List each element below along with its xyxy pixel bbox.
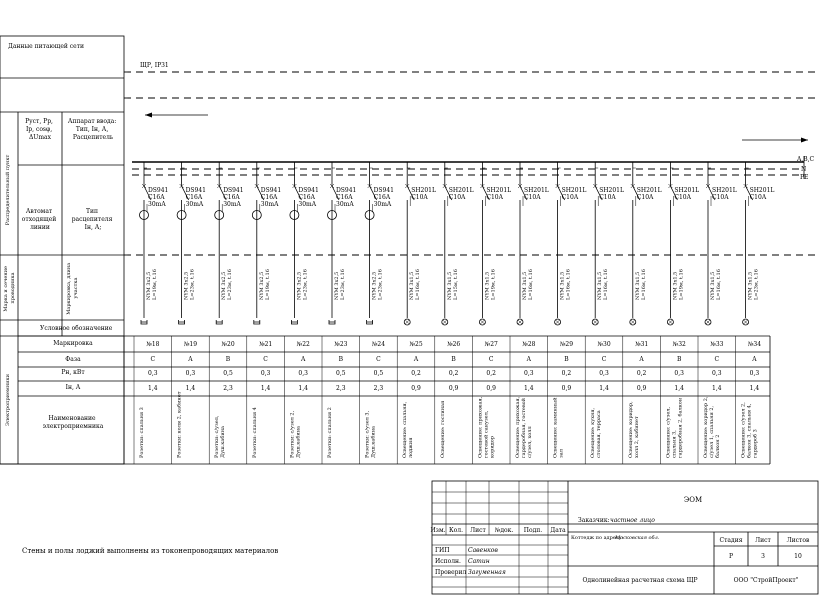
breaker-type: DS941 C16A 30mA — [148, 187, 169, 208]
consumer-name: Розетки: коля 2, кабинет — [176, 391, 183, 458]
circuit-mark: №20 — [221, 341, 235, 348]
cable-spec: NYM 3х2,5L=23м, t.16 — [334, 269, 346, 300]
circuit-mark: №28 — [522, 341, 536, 348]
circuit-mark: №22 — [296, 341, 310, 348]
circuit-mark: №33 — [710, 341, 724, 348]
consumer-name: Освещение: коридор,холл 2, кабинет — [627, 401, 640, 458]
circuit-power: 0,3 — [712, 370, 722, 377]
bus-abc-label: A,B,C — [797, 156, 815, 163]
circuit-current: 0,9 — [636, 385, 647, 392]
circuit-phase: C — [488, 356, 494, 363]
col-kol: Кол. — [449, 527, 463, 534]
title-block — [430, 481, 818, 594]
consumer-name: Освещение: кухня,столовая, терраса — [590, 407, 603, 458]
breaker-type: SH201L C10A — [411, 187, 436, 201]
role-proveril: Проверил — [435, 569, 467, 576]
circuit-power: 0,3 — [185, 370, 196, 377]
circuit-phase: B — [676, 356, 682, 363]
cable-spec: NYM 3х2,5L=19м, t.16 — [146, 269, 158, 300]
circuit-mark: №23 — [334, 341, 348, 348]
circuit-phase: C — [376, 356, 381, 363]
dist-point-label: Распределительный пункт — [5, 154, 11, 226]
panel-label: ЩР, IP31 — [140, 62, 169, 69]
circuit-22 — [289, 162, 318, 458]
bus-pe-label: PE — [800, 174, 809, 181]
circuit-current: 1,4 — [674, 385, 684, 392]
breaker-type: DS941 C16A 30mA — [298, 187, 319, 208]
circuit-18 — [139, 162, 168, 458]
circuit-phase: A — [639, 356, 644, 363]
breaker-type: DS941 C16A 30mA — [185, 187, 206, 208]
col-ndoc: №док. — [494, 527, 514, 534]
circuit-25 — [402, 162, 436, 458]
circuit-30 — [590, 162, 624, 458]
lamp-cross — [480, 320, 484, 324]
lamp-cross — [706, 320, 710, 324]
circuit-28 — [515, 162, 549, 458]
circuit-power: 0,3 — [260, 370, 271, 377]
circuit-phase: B — [338, 356, 344, 363]
name-ispoln: Сатин — [468, 558, 490, 565]
name-proveril: Загуменная — [468, 569, 506, 576]
col-podp: Подп. — [523, 527, 543, 534]
role-gip: ГИП — [435, 547, 450, 554]
circuit-phase: A — [413, 356, 419, 363]
lamp-cross — [443, 320, 447, 324]
name-gip: Савенков — [468, 547, 498, 554]
circuit-phase: A — [301, 356, 306, 363]
col-izm: Изм. — [430, 527, 446, 534]
cable-spec: NYM 3х1,5L=15м, t.16 — [446, 269, 459, 300]
current-label: Iн, А — [65, 384, 81, 391]
cable-spec: NYM 3х1,5L=19м, t.16 — [484, 269, 497, 300]
cable-spec: NYM 3х1,5L=16м, t.16 — [559, 269, 572, 300]
circuit-power: 0,5 — [336, 370, 346, 377]
circuit-mark: №32 — [672, 341, 686, 348]
circuit-26 — [440, 162, 474, 458]
circuit-phase: B — [564, 356, 569, 363]
circuit-33 — [703, 162, 737, 458]
consumer-label: Наименование электроприемника — [42, 415, 104, 430]
lamp-cross — [593, 320, 597, 324]
socket-icon — [291, 320, 297, 324]
circuit-phase: A — [188, 356, 193, 363]
consumer-table — [0, 336, 770, 464]
socket-icon — [329, 320, 335, 324]
stage-label: Стадия — [719, 537, 743, 544]
busbars — [132, 156, 815, 181]
bus-n-label: N — [801, 166, 807, 173]
power-label: Рн, кВт — [61, 369, 85, 376]
input-device-label: Аппарат вводa: Тип, Iн, А, Расцепитель — [67, 118, 117, 141]
consumer-name: Освещение: спальня,лоджия — [402, 401, 415, 458]
circuit-phase: B — [225, 356, 231, 363]
left-header-table — [0, 36, 124, 464]
circuit-power: 0,3 — [298, 370, 308, 377]
panel-dashed-borders — [124, 72, 815, 255]
circuit-29 — [553, 162, 587, 458]
lamp-cross — [668, 320, 672, 324]
circuit-mark: №21 — [258, 341, 273, 348]
lamp-cross — [518, 320, 522, 324]
circuit-21 — [252, 162, 281, 458]
circuit-34 — [741, 162, 775, 458]
circuit-23 — [327, 162, 356, 458]
circuit-current: 2,3 — [336, 385, 346, 392]
consumer-name: Освещение: прихожая,гардеробная, гостевойс/узел, холл — [515, 396, 533, 458]
breaker-type: DS941 C16A 30mA — [223, 187, 244, 208]
organization: ООО "СтройПроект" — [733, 577, 799, 584]
circuit-current: 0,9 — [486, 385, 496, 392]
circuit-mark: №18 — [146, 341, 160, 348]
customer-value: частное лицо — [610, 517, 655, 524]
circuit-27 — [477, 162, 511, 458]
marking-label: Маркировка — [53, 340, 93, 347]
drawing-title: Однолинейная расчетная схема ЩР — [582, 577, 698, 584]
cable-spec: NYM 3х2,5L=23м, t.16 — [371, 269, 384, 300]
breaker-type: SH201L C10A — [636, 187, 662, 201]
lamp-cross — [744, 320, 748, 324]
circuit-current: 1,4 — [749, 385, 760, 392]
cable-spec: NYM 3х1,5L=16м, t.16 — [522, 269, 534, 300]
circuit-phase: C — [263, 356, 268, 363]
circuit-phase: A — [752, 356, 757, 363]
circuit-mark: №34 — [747, 341, 762, 348]
circuits — [139, 162, 774, 458]
customer-label: Заказчик: — [578, 517, 610, 524]
circuit-mark: №30 — [597, 341, 611, 348]
address-label: Коттедж по адресу: — [571, 535, 624, 541]
consumer-name: Освещение: прихожая,гостевой санузел,коридор — [477, 396, 496, 458]
breaker-type: SH201L C10A — [524, 187, 549, 201]
circuit-current: 1,4 — [712, 385, 722, 392]
consumer-name: Освещение: гостиная — [439, 400, 446, 458]
circuit-power: 0,3 — [148, 370, 158, 377]
circuit-31 — [628, 162, 662, 458]
circuit-phase: A — [526, 356, 531, 363]
marking-length-label: Маркировка, длина участка — [66, 262, 79, 315]
consumer-name: Розетки: с/узел,Душ.кабина — [214, 415, 227, 458]
socket-icon — [216, 320, 222, 324]
circuit-power: 0,2 — [448, 370, 459, 377]
circuit-phase: C — [601, 356, 607, 363]
cable-spec: NYM 3х2,5L=19м, t.16 — [258, 269, 271, 300]
network-data-label: Данные питающей сети — [7, 43, 85, 50]
left-arrow-icon — [145, 113, 208, 118]
circuit-current: 0,9 — [448, 385, 459, 392]
circuit-power: 0,5 — [373, 370, 384, 377]
sheet-label: Лист — [755, 537, 771, 544]
col-data: Дата — [550, 527, 566, 534]
breaker-type: SH201L C10A — [448, 187, 474, 201]
cable-spec: NYM 3х1,5L=16м, t.16 — [409, 269, 422, 300]
stage-value: Р — [728, 553, 734, 560]
consumer-name: Освещение: каминныйзал — [552, 397, 565, 458]
lamp-cross — [405, 320, 409, 324]
branch-auto-label: Автомат отходящей линии — [21, 208, 57, 231]
sheet-value: 3 — [761, 553, 765, 560]
breaker-type: SH201L C10A — [486, 187, 512, 201]
consumer-name: Освещение: с/узел 2,балкон 3, спальня 4,гардероб 3 — [740, 402, 759, 458]
breaker-type: DS941 C16A 30mA — [260, 187, 282, 208]
circuit-phase: C — [150, 356, 156, 363]
breaker-type: SH201L C10A — [749, 187, 775, 201]
circuit-current: 0,9 — [561, 385, 572, 392]
breaker-type: SH201L C10A — [599, 187, 624, 201]
circuit-current: 0,9 — [411, 385, 421, 392]
release-type-label: Тип расцепителя Iн, А; — [71, 208, 113, 231]
cable-spec: NYM 3х1,5L=16м, t.16 — [710, 269, 722, 300]
role-ispoln: Исполн. — [435, 558, 461, 565]
circuit-mark: №31 — [634, 341, 649, 348]
breaker-type: SH201L C10A — [674, 187, 700, 201]
consumer-name: Розетки: спальня 2 — [327, 407, 333, 458]
cable-spec: NYM 3х2,5L=23м, t.16 — [183, 269, 196, 300]
cable-spec: NYM 3х2,5L=23м, t.16 — [221, 269, 234, 300]
consumer-name: Освещение: коридор 2,с/узел 1, спальня 2,балкон 2 — [703, 396, 721, 458]
cable-spec: NYM 3х2,5L=23м, t.16 — [296, 269, 309, 300]
circuit-mark: №25 — [409, 341, 423, 348]
circuit-current: 2,3 — [373, 385, 384, 392]
cable-spec: NYM 3х1,5L=16м, t.16 — [634, 269, 647, 300]
lamp-cross — [556, 320, 560, 324]
cable-spec: NYM 3х1,5L=19м, t.16 — [672, 269, 685, 300]
circuit-24 — [365, 162, 394, 458]
cable-mark-label: Марка и сечение проводника — [3, 266, 16, 312]
right-arrow-icon — [742, 138, 808, 143]
circuit-power: 0,2 — [561, 370, 572, 377]
circuit-mark: №24 — [371, 341, 386, 348]
sheets-value: 10 — [794, 553, 802, 560]
socket-icon — [141, 320, 147, 324]
symbol-label: Условное обозначение — [40, 325, 113, 332]
breaker-type: SH201L C10A — [561, 187, 587, 201]
circuit-power: 0,3 — [749, 370, 760, 377]
circuit-current: 1,4 — [185, 385, 196, 392]
consumer-name: Розетки: с/узел 2,Душ.кабина — [289, 410, 302, 458]
socket-icon — [367, 320, 373, 324]
circuit-mark: №29 — [559, 341, 574, 348]
consumer-name: Розетки: с/узел 3,Душ.кабина — [364, 410, 377, 458]
circuit-phase: B — [451, 356, 456, 363]
circuit-current: 1,4 — [298, 385, 308, 392]
circuit-power: 0,2 — [636, 370, 647, 377]
consumers-group-label: Электроприемники — [5, 374, 11, 426]
socket-icon — [254, 320, 260, 324]
breaker-type: DS941 C16A 30mA — [336, 187, 357, 208]
circuit-mark: №27 — [484, 341, 498, 348]
circuit-mark: №19 — [183, 341, 198, 348]
circuit-current: 1,4 — [599, 385, 609, 392]
phase-label: Фаза — [65, 356, 81, 363]
socket-icon — [179, 320, 185, 324]
circuit-power: 0,2 — [486, 370, 496, 377]
params-label: Руст, Рр, Iр, cosφ, ΔUmax — [25, 118, 53, 141]
breaker-type: DS941 C16A 30mA — [373, 187, 394, 208]
circuit-power: 0,5 — [223, 370, 233, 377]
circuit-19 — [176, 162, 206, 458]
circuit-mark: №26 — [446, 341, 461, 348]
circuit-current: 1,4 — [524, 385, 534, 392]
stamp-code: ЭОМ — [683, 496, 703, 504]
circuit-power: 0,3 — [599, 370, 609, 377]
cable-spec: NYM 3х1,5L=23м, t.16 — [747, 269, 760, 300]
sheets-label: Листов — [786, 537, 810, 544]
circuit-current: 2,3 — [223, 385, 233, 392]
circuit-current: 1,4 — [148, 385, 158, 392]
cable-spec: NYM 3х1,5L=16м, t.16 — [597, 269, 610, 300]
consumer-name: Розетки: спальня 3 — [139, 407, 145, 458]
circuit-32 — [665, 162, 699, 458]
circuit-power: 0,3 — [524, 370, 534, 377]
note-text: Стены и полы лоджий выполнены из токонепроводящих материалов — [22, 547, 279, 555]
consumer-name: Розетки: спальня 4 — [251, 407, 258, 458]
address-value: Московская обл. — [615, 535, 660, 541]
circuit-current: 1,4 — [260, 385, 271, 392]
col-list: Лист — [470, 527, 486, 534]
breaker-type: SH201L C10A — [712, 187, 737, 201]
consumer-name: Освещение: с/узел,спальня 3,гардеробная 2, балкон — [665, 397, 684, 458]
lamp-cross — [631, 320, 635, 324]
circuit-power: 0,2 — [411, 370, 421, 377]
circuit-phase: C — [714, 356, 720, 363]
circuit-20 — [214, 162, 243, 458]
circuit-power: 0,3 — [674, 370, 684, 377]
